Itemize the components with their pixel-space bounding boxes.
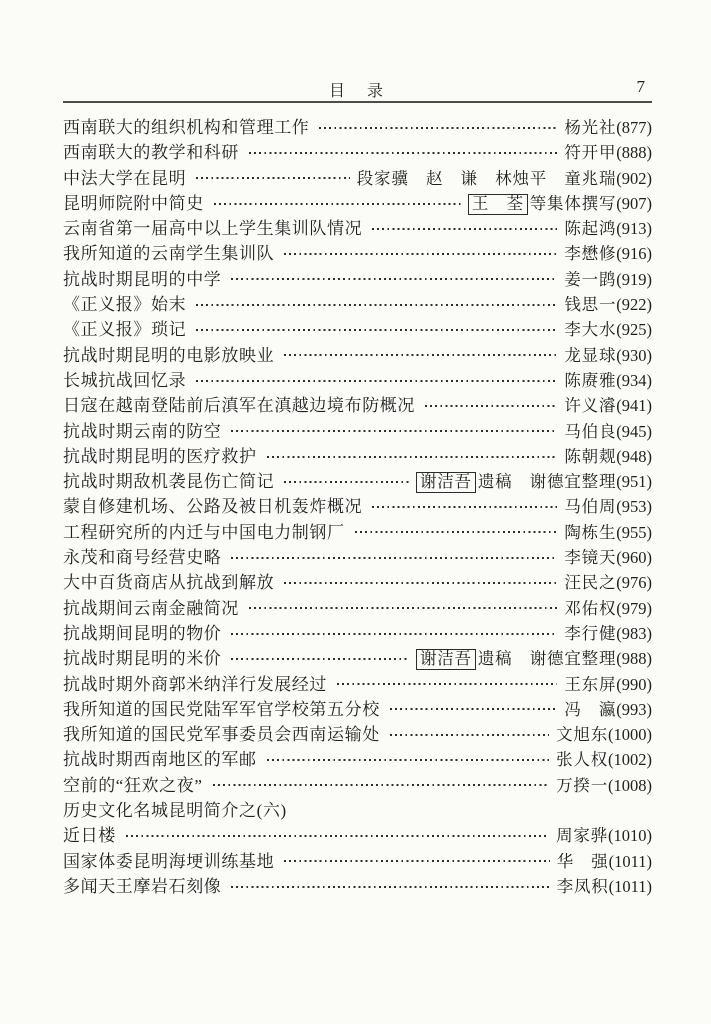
entry-author-page	[564, 595, 652, 619]
entry-title: 近日楼	[63, 826, 116, 846]
page-ref: (934)	[616, 370, 652, 390]
toc-entry	[63, 189, 652, 214]
page-ref: (902)	[616, 168, 652, 188]
dot-leader	[284, 253, 557, 255]
author-name: 王东屏	[564, 674, 617, 694]
author-name: 等集体撰写	[529, 193, 617, 213]
entry-title: 蒙自修建机场、公路及被日机轰炸概况	[63, 497, 363, 517]
dot-leader	[249, 152, 557, 154]
dot-leader	[267, 759, 549, 761]
dot-leader	[284, 860, 550, 862]
entry-title: 空前的“狂欢之夜”	[63, 775, 203, 795]
dot-leader	[231, 658, 409, 660]
entry-author-page	[564, 266, 652, 290]
toc-list	[63, 113, 652, 897]
dot-leader	[390, 708, 558, 710]
page-ref: (1000)	[608, 725, 652, 745]
author-name: 张人权	[556, 750, 608, 770]
author-name: 文旭东	[556, 725, 608, 745]
page-ref: (919)	[616, 269, 652, 289]
dot-leader	[372, 506, 557, 508]
toc-entry	[63, 745, 652, 770]
page-ref: (925)	[616, 320, 652, 340]
entry-author-page	[564, 114, 652, 138]
dot-leader	[231, 633, 557, 635]
entry-title: 西南联大的组织机构和管理工作	[63, 118, 310, 137]
entry-author-page	[564, 493, 652, 517]
toc-entry	[63, 113, 652, 138]
author-name: 李行健	[564, 623, 617, 643]
dot-leader	[337, 683, 557, 685]
toc-entry	[63, 366, 652, 391]
entry-author-page	[468, 190, 652, 215]
dot-leader	[231, 886, 549, 888]
page-ref: (976)	[616, 573, 652, 593]
toc-entry	[63, 670, 652, 695]
toc-entry	[63, 594, 652, 619]
page-ref: (888)	[616, 143, 652, 163]
author-name: 汪民之	[564, 573, 617, 593]
page-ref: (922)	[616, 295, 652, 315]
page-ref: (1002)	[608, 750, 652, 770]
page-ref: (1011)	[608, 876, 652, 896]
entry-title: 抗战时期昆明的米价	[63, 649, 222, 669]
page-ref: (1008)	[608, 775, 652, 795]
dot-leader	[231, 557, 557, 559]
entry-author-page	[556, 721, 652, 745]
entry-title: 中法大学在昆明	[63, 168, 187, 188]
entry-title: 我所知道的云南学生集训队	[63, 244, 275, 264]
author-name: 陈起鸿	[564, 219, 617, 239]
author-name: 龙显球	[564, 345, 617, 365]
toc-entry	[63, 265, 652, 290]
page-ref: (941)	[616, 396, 652, 416]
dot-leader	[196, 177, 350, 179]
entry-title: 云南省第一届高中以上学生集训队情况	[63, 219, 363, 239]
page-number: 7	[636, 77, 645, 96]
toc-entry	[63, 442, 652, 467]
page-ref: (960)	[616, 548, 652, 568]
toc-entry	[63, 619, 652, 644]
author-name: 李懋修	[564, 244, 617, 264]
page-ref: (916)	[616, 244, 652, 264]
author-name: 周家骅	[556, 826, 608, 846]
author-name: 符开甲	[564, 143, 617, 163]
page-title: 目 录	[328, 83, 387, 100]
entry-author-page	[564, 443, 652, 467]
dot-leader	[126, 835, 549, 837]
toc-entry	[63, 771, 652, 796]
entry-author-page	[556, 822, 652, 846]
author-name: 李凤积	[556, 876, 609, 896]
entry-author-page	[564, 139, 652, 163]
entry-author-page	[564, 620, 652, 644]
entry-author-page	[564, 418, 652, 442]
entry-title: 《正义报》琐记	[63, 320, 187, 340]
entry-author-page	[557, 873, 652, 897]
dot-leader	[231, 278, 557, 280]
entry-author-page	[564, 544, 652, 568]
page-ref: (951)	[616, 472, 652, 492]
entry-title: 抗战时期昆明的电影放映业	[63, 345, 275, 365]
page-ref: (948)	[616, 446, 652, 466]
entry-title: 抗战时期云南的防空	[63, 421, 222, 441]
header-rule	[63, 101, 652, 103]
dot-leader	[213, 784, 550, 786]
author-name: 马伯良	[564, 421, 617, 441]
entry-title: 我所知道的国民党陆军军官学校第五分校	[63, 699, 380, 719]
author-name: 陈朝觌	[564, 446, 617, 466]
dot-leader	[284, 354, 557, 356]
page-ref: (993)	[616, 699, 652, 719]
author-name: 遗稿 谢德宜整理	[477, 649, 617, 669]
author-name: 陶栋生	[564, 522, 617, 542]
author-name: 华 强	[556, 851, 609, 871]
author-name: 钱思一	[564, 295, 617, 315]
entry-author-page	[564, 392, 652, 416]
entry-title: 抗战时期敌机袭昆伤亡简记	[63, 472, 275, 492]
entry-title: 日寇在越南登陆前后滇军在滇越边境布防概况	[63, 396, 415, 416]
page-ref: (955)	[616, 522, 652, 542]
toc-entry	[63, 239, 652, 264]
entry-title: 抗战期间云南金融简况	[63, 598, 239, 618]
entry-author-page	[564, 367, 652, 391]
toc-entry	[63, 417, 652, 442]
author-name: 李镜天	[564, 548, 617, 568]
author-name: 冯 瀛	[564, 699, 617, 719]
toc-entry	[63, 341, 652, 366]
entry-author-page	[557, 848, 652, 872]
toc-entry	[63, 568, 652, 593]
entry-title: 国家体委昆明海埂训练基地	[63, 851, 275, 871]
entry-author-page	[564, 215, 652, 239]
entry-title: 西南联大的教学和科研	[63, 143, 239, 163]
author-name: 李大水	[564, 320, 617, 340]
author-name: 杨光社	[564, 118, 617, 137]
toc-entry	[63, 847, 652, 872]
author-name: 陈赓雅	[564, 370, 617, 390]
entry-title: 《正义报》始末	[63, 295, 187, 315]
dot-leader	[390, 734, 549, 736]
dot-leader	[214, 203, 461, 205]
entry-title: 永茂和商号经营史略	[63, 548, 222, 568]
page-ref: (907)	[616, 193, 652, 213]
page-ref: (913)	[616, 219, 652, 239]
page-ref: (1010)	[608, 826, 652, 846]
toc-entry	[63, 720, 652, 745]
dot-leader	[196, 380, 557, 382]
entry-author-page	[357, 165, 652, 189]
author-name: 遗稿 谢德宜整理	[477, 472, 617, 492]
entry-author-page	[564, 569, 652, 593]
dot-leader	[249, 607, 557, 609]
dot-leader	[231, 430, 557, 432]
page-ref: (988)	[616, 649, 652, 669]
boxed-author-name: 王 荃	[468, 194, 528, 215]
entry-author-page	[564, 696, 652, 720]
page-header	[63, 78, 652, 100]
entry-title: 工程研究所的内迁与中国电力制钢厂	[63, 522, 345, 542]
entry-title: 抗战时期外商郭米纳洋行发展经过	[63, 674, 327, 694]
dot-leader	[196, 304, 557, 306]
entry-author-page	[564, 671, 652, 695]
entry-author-page	[564, 291, 652, 315]
entry-title: 抗战时期西南地区的军邮	[63, 750, 257, 770]
page-ref: (945)	[616, 421, 652, 441]
entry-title: 我所知道的国民党军事委员会西南运输处	[63, 725, 380, 745]
entry-title: 多闻天王摩岩石刻像	[63, 876, 222, 896]
toc-entry	[63, 315, 652, 340]
entry-author-page	[564, 342, 652, 366]
page-ref: (930)	[616, 345, 652, 365]
author-name: 许义濬	[564, 396, 617, 416]
toc-entry	[63, 138, 652, 163]
entry-title: 昆明师院附中简史	[63, 193, 204, 213]
dot-leader	[284, 481, 409, 483]
page-ref: (983)	[616, 623, 652, 643]
toc-entry	[63, 518, 652, 543]
toc-entry	[63, 695, 652, 720]
toc-entry	[63, 290, 652, 315]
author-name: 姜一鹍	[564, 269, 617, 289]
entry-title: 抗战时期昆明的医疗救护	[63, 446, 257, 466]
dot-leader	[267, 456, 558, 458]
toc-entry	[63, 821, 652, 846]
entry-title: 长城抗战回忆录	[63, 370, 187, 390]
author-name: 马伯周	[564, 497, 617, 517]
entry-title: 历史文化名城昆明简介之(六)	[63, 801, 287, 821]
entry-author-page	[416, 468, 652, 493]
entry-author-page	[564, 519, 652, 543]
toc-entry	[63, 644, 652, 669]
page-ref: (877)	[616, 118, 652, 137]
toc-entry	[63, 872, 652, 897]
toc-entry	[63, 164, 652, 189]
dot-leader	[425, 405, 557, 407]
author-name: 邓佑权	[564, 598, 617, 618]
boxed-author-name: 谢洁吾	[416, 649, 476, 670]
toc-entry	[63, 543, 652, 568]
entry-title: 抗战时期昆明的中学	[63, 269, 222, 289]
entry-title: 抗战期间昆明的物价	[63, 623, 222, 643]
entry-author-page	[416, 645, 652, 670]
toc-entry	[63, 796, 652, 821]
dot-leader	[355, 531, 558, 533]
dot-leader	[196, 329, 557, 331]
entry-author-page	[564, 240, 652, 264]
entry-author-page	[556, 772, 652, 796]
page-ref: (953)	[616, 497, 652, 517]
page-ref: (990)	[616, 674, 652, 694]
boxed-author-name: 谢洁吾	[416, 472, 476, 493]
author-name: 万揆一	[556, 775, 608, 795]
page-ref: (979)	[616, 598, 652, 618]
entry-author-page	[556, 746, 652, 770]
toc-entry	[63, 492, 652, 517]
toc-entry	[63, 391, 652, 416]
entry-author-page	[564, 316, 652, 340]
page-ref: (1011)	[608, 851, 652, 871]
entry-title: 大中百货商店从抗战到解放	[63, 573, 275, 593]
dot-leader	[372, 228, 557, 230]
toc-entry	[63, 214, 652, 239]
author-name: 段家骥 赵 谦 林烛平 童兆瑞	[356, 168, 617, 188]
toc-entry	[63, 467, 652, 492]
dot-leader	[284, 582, 557, 584]
dot-leader	[319, 127, 557, 129]
